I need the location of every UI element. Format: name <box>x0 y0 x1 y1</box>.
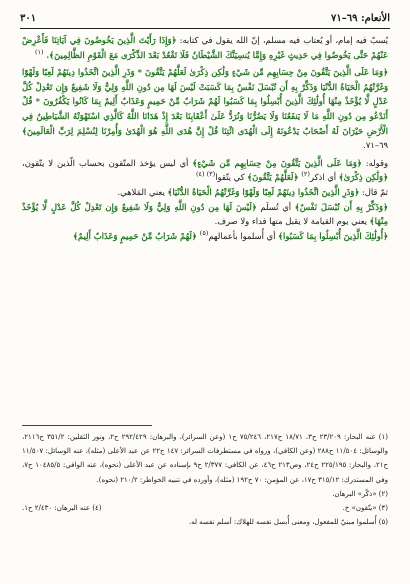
footnote-marker: (٥) <box>199 228 209 237</box>
footnote-divider <box>22 425 152 426</box>
page-header <box>20 10 390 26</box>
quran-quote: ﴿وَلَٰكِن ذِكْرَىٰ﴾ <box>338 172 388 183</box>
commentary-text: ثمّ قال: <box>359 186 388 197</box>
header-divider <box>20 28 390 29</box>
commentary-paragraph <box>22 200 388 229</box>
footnote-text: (١) عنه البحار: ٢٣/٢٠٩ ح٣، ١٨/٧١ ح٢١٧، ٧٥/٢٤٦ ح١ (وعن السرائر)، والبرهان: ٢٩٢/٤٢٩ ح٢، <box>107 433 389 441</box>
footnotes <box>22 430 388 529</box>
footnote-4: (٤) عنه البرهان: ٢/٤٣٠ ح١. <box>22 504 102 513</box>
quran-quote: ﴿وَذَرِ الَّذِينَ اتَّخَذُوا دِينَهُمْ لَعِبًا وَلَهْوًا وَغَرَّتْهُمُ الْحَيَاةُ الدُّنْيَا﴾ <box>167 186 360 197</box>
footnote-3: (٣) «يتّقون» خ. <box>342 504 388 513</box>
footnote-text: ح٢٢ عن عبد الأعلى (مثله)، عنه الوسائل: ١١/٥٠٧ ح٢١، والبحار: ٢٢٥/١٩٥ ح٢٤، وص٢١٣ ح٤٦، عن <box>22 447 389 470</box>
commentary-paragraph <box>22 229 388 244</box>
verse-block <box>22 65 388 153</box>
footnote-marker: (١) <box>34 47 44 56</box>
surah-reference: الأنعام: ٦٩–٧١ <box>331 12 390 24</box>
quran-quote: ﴿وَمَا عَلَى الَّذِينَ يَتَّقُونَ مِنْ حِسَابِهِم مِّن شَيْءٍ﴾ <box>192 157 362 168</box>
quran-quote: ﴿لَعَلَّهُمْ يَتَّقُونَ﴾ <box>247 172 302 183</box>
footnote-5: (٥) أُسلموا مبنيّ للمفعول، ومعنى أُبسل نفسه للهلاك: أسلم نفسه له. <box>188 518 388 527</box>
footnote-marker: (٢) <box>301 170 310 179</box>
footnote-1 <box>22 430 388 487</box>
quran-quote: ﴿أُولَٰئِكَ الَّذِينَ أُبْسِلُوا بِمَا كَسَبُوا﴾ <box>278 230 388 241</box>
quran-quote: ﴿وَإِذَا رَأَيْتَ الَّذِينَ يَخُوضُونَ فِي آيَاتِنَا فَأَعْرِضْ عَنْهُمْ حَتَّى يَخُوضُوا فِي حَدِيثٍ غَيْرِهِ وَإِمَّا يُنسِيَنَّكَ الشَّيْطَانُ فَلَا تَقْعُدْ بَعْدَ الذِّكْرَى مَعَ الْقَوْمِ الظَّالِمِينَ﴾. <box>22 35 388 60</box>
footnote-text: ح١٧، عن المؤمن: ٧٠ ح١٩٢ (مثله)، وأورده في تنبيه الخواطر: ٢١٠/٢ (نحوه). <box>96 475 316 484</box>
verse-text: ﴿وَمَا عَلَى الَّذِينَ يَتَّقُونَ مِنْ حِسَابِهِم مِّن شَيْءٍ وَلَٰكِن ذِكْرَىٰ لَعَلَّهُمْ يَتَّقُونَ * وَذَرِ الَّذِينَ اتَّخَذُوا دِينَهُمْ لَعِبًا وَلَهْوًا وَغَرَّتْهُمُ الْحَيَاةُ الدُّنْيَا وَذَكِّرْ بِهِ أَن تُبْسَلَ نَفْسٌ بِمَا كَسَبَتْ لَيْسَ لَهَا مِن دُونِ اللَّهِ وَلِيٌّ وَلَا شَفِيعٌ وَإِن تَعْدِلْ كُلَّ عَدْلٍ لَّا يُؤْخَذْ مِنْهَا أُولَٰئِكَ الَّذِينَ أُبْسِلُوا بِمَا كَسَبُوا لَهُمْ شَرَابٌ مِّنْ حَمِيمٍ وَعَذَابٌ أَلِيمٌ بِمَا كَانُوا يَكْفُرُونَ * قُلْ أَنَدْعُو مِن دُونِ اللَّهِ مَا لَا يَنفَعُنَا وَلَا يَضُرُّنَا وَنُرَدُّ عَلَىٰ أَعْقَابِنَا بَعْدَ إِذْ هَدَانَا اللَّهُ كَالَّذِي اسْتَهْوَتْهُ الشَّيَاطِينُ فِي الْأَرْضِ حَيْرَانَ لَهُ أَصْحَابٌ يَدْعُونَهُ إِلَى الْهُدَى ائْتِنَا قُلْ إِنَّ هُدَى اللَّهِ هُوَ الْهُدَىٰ وَأُمِرْنَا لِنُسْلِمَ لِرَبِّ الْعَالَمِينَ﴾ <box>22 67 388 136</box>
commentary-paragraph <box>22 185 388 200</box>
footnote-text: الكافي: ٢/٣٧٧ ح٩ بإسناده عن عبد الأعلى (نحوه)، عنه الوافي: ١٠٤٨٥/٥ ح٧، وفي المستدرك: ٣١٥/١٢ <box>22 461 388 484</box>
commentary-paragraph <box>22 156 388 185</box>
verse-range: ٦٩–٧١. <box>363 140 388 151</box>
quran-quote: ﴿لَيْسَ لَهَا مِن دُونِ اللَّهِ وَلِيٌّ وَلَا شَفِيعٌ وَإِن تَعْدِلْ كُلَّ عَدْلٍ لَّا يُؤْخَذْ مِنْهَا﴾ <box>22 201 388 227</box>
commentary-text: أي أُسلموا بأعمالهم <box>208 230 279 241</box>
commentary-text: يعني يوم القيامة لا يقبل منها فداء ولا صرف. <box>214 216 370 227</box>
commentary-text: أي اذكر <box>309 172 339 183</box>
page-number: ٣٠١ <box>20 12 37 24</box>
footnote-row <box>22 501 388 515</box>
footnote-marker: (٣) (٤) <box>195 170 216 179</box>
commentary-text: يعني المَلاهي. <box>117 186 168 197</box>
footnote-text: ونور الثقلين: ٣٥١/٢ ح٢١١٦، والوسائل: ١١/٥٠٤ ح٢٨٨ (وعن الكافي)، ورواه في مستطرفات السرائر: ١٤٧ <box>22 433 389 456</box>
intro-text: يُسبّ فيه إمام، أو يُعتاب فيه مسلم، إنّ الله يقول في كتابه: <box>179 35 388 45</box>
main-text <box>22 33 388 243</box>
commentary-text: وقوله: <box>361 157 388 168</box>
commentary-text: كي يتّقوا <box>215 172 248 183</box>
footnote-2: (٢) «ذكّر» البرهان. <box>332 489 388 498</box>
commentary-text: أي ليس يؤخذ المتّقون بحساب الّذين لا يتّقون، <box>22 157 193 168</box>
intro-paragraph <box>22 33 388 62</box>
quran-quote: ﴿وَذَكِّرْ بِهِ أَن تُبْسَلَ نَفْسٌ﴾ <box>294 201 388 212</box>
commentary-text: أي تُسلَم <box>256 201 295 212</box>
quran-quote: ﴿لَهُمْ شَرَابٌ مِّنْ حَمِيمٍ وَعَذَابٌ أَلِيمٌ﴾ <box>73 230 200 241</box>
